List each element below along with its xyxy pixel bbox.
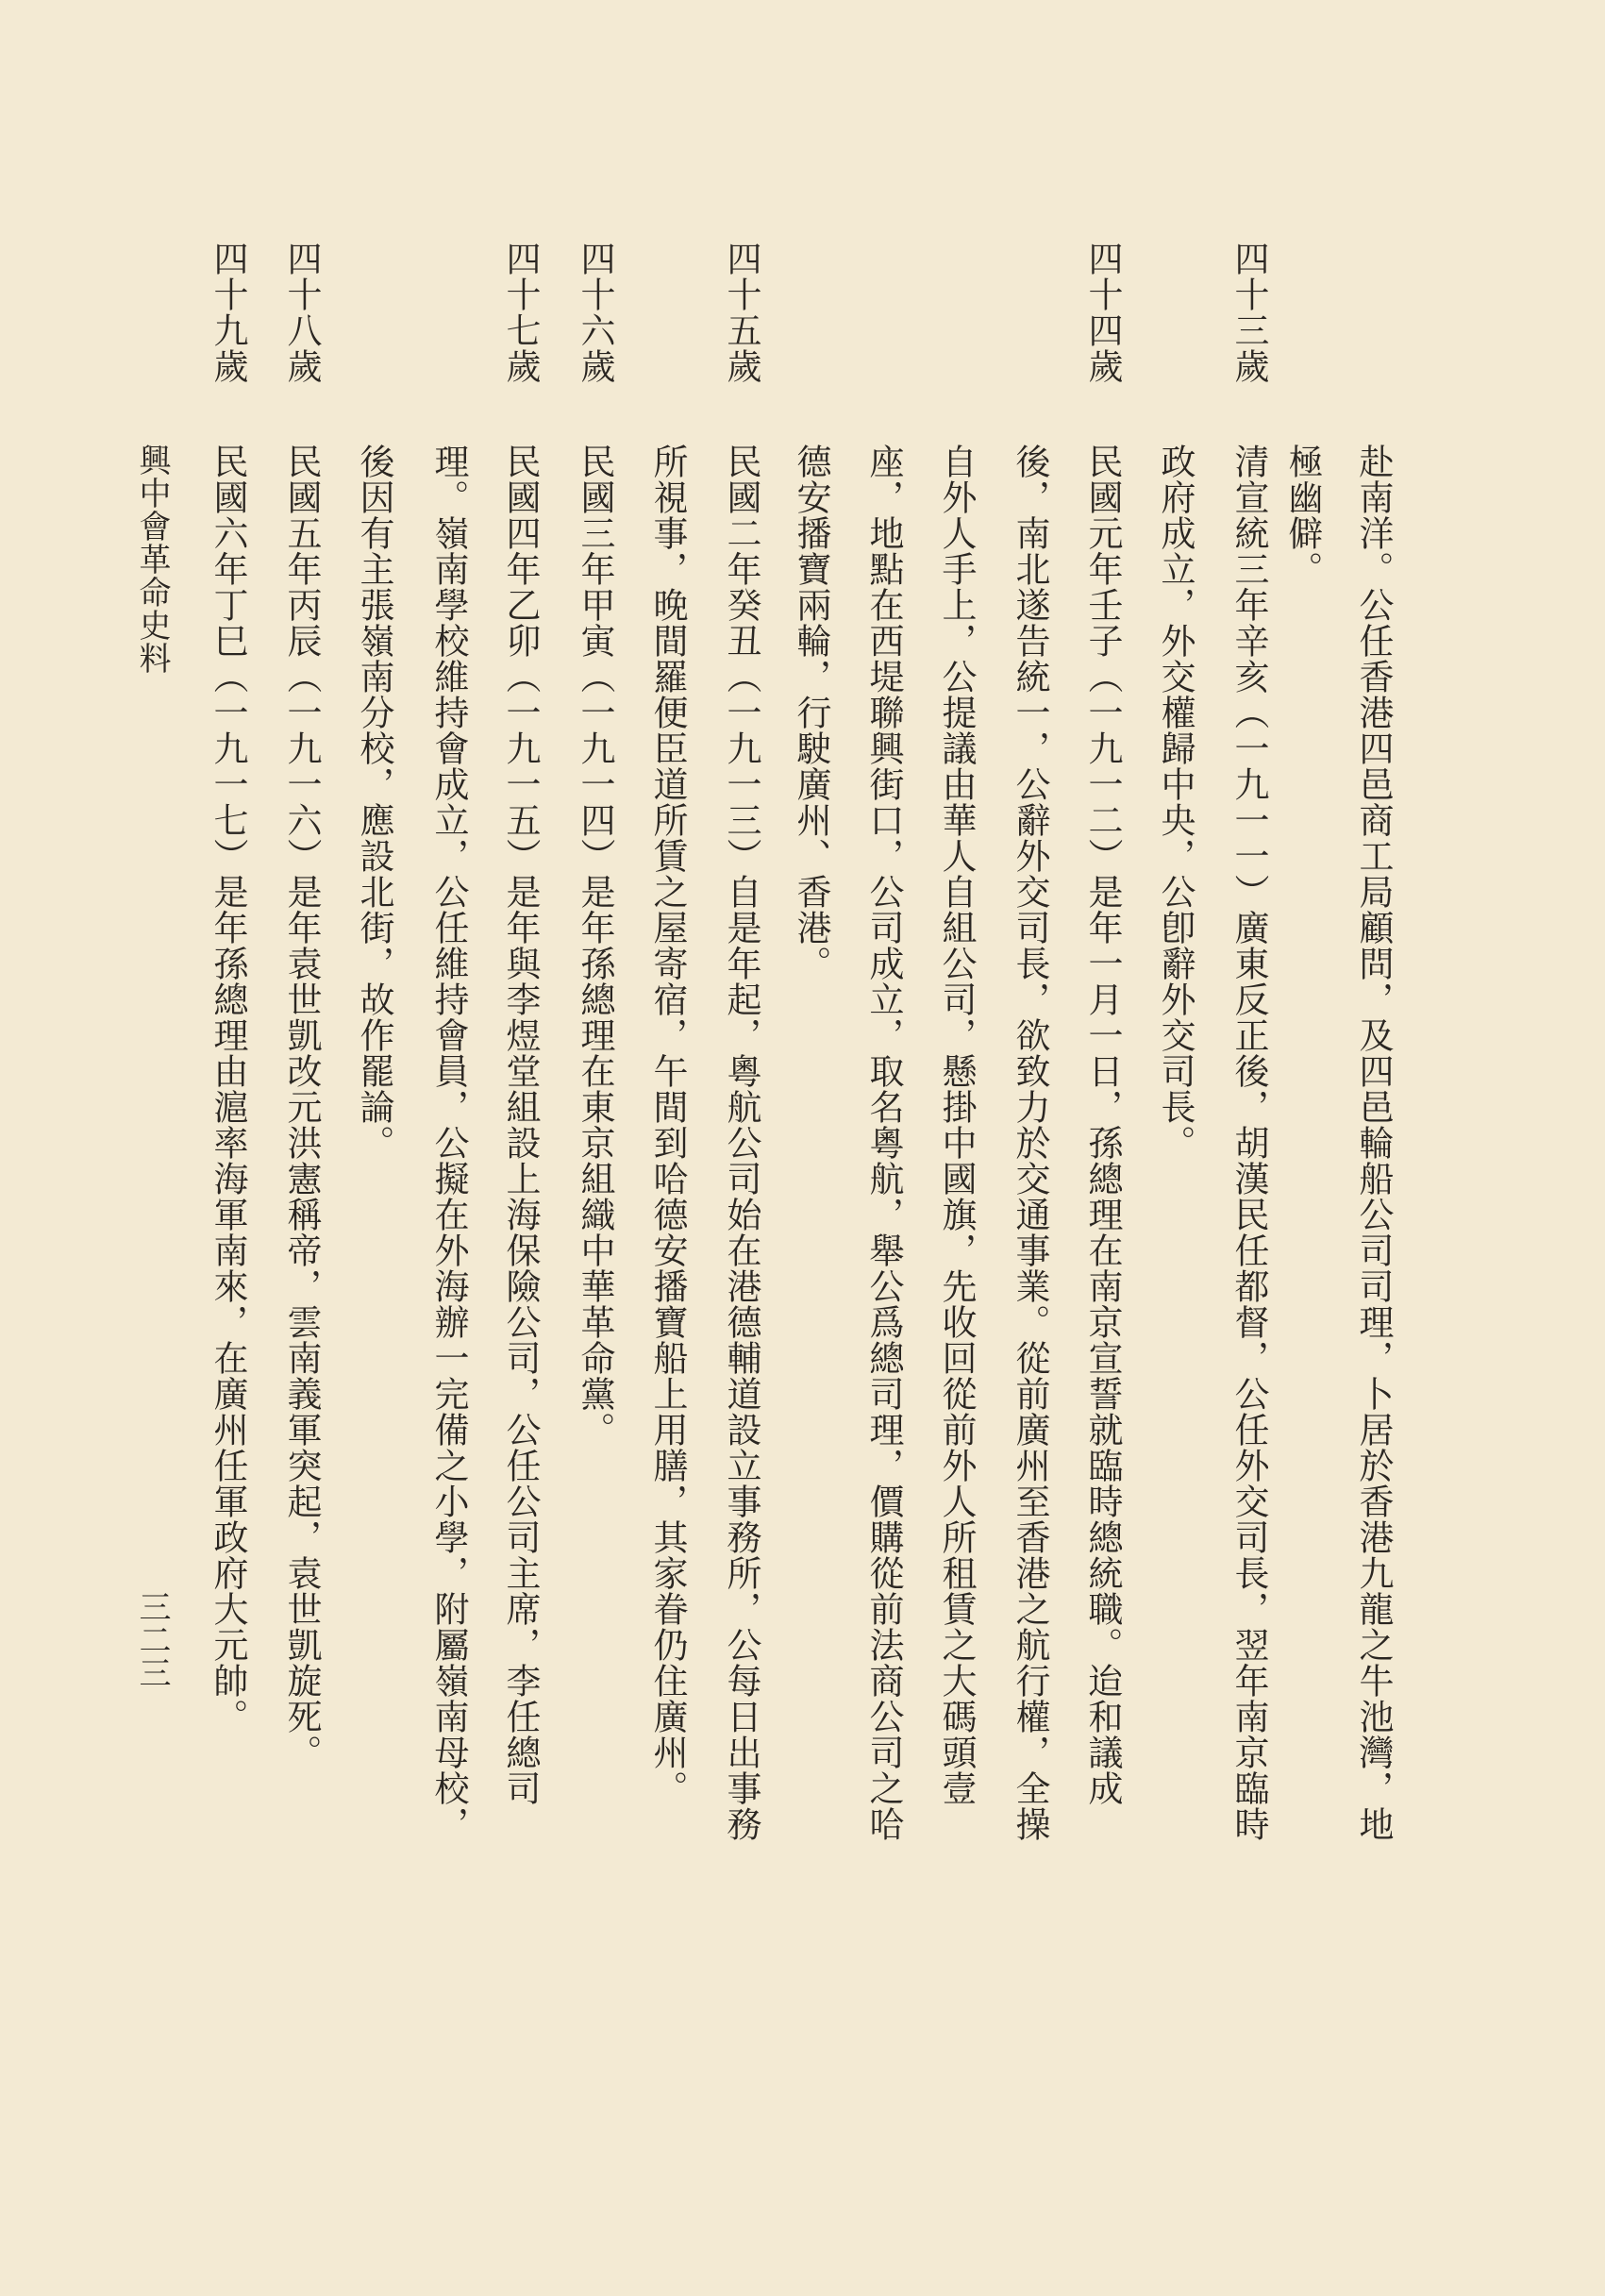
age-label: 四十五歲	[721, 241, 761, 384]
text-line: 德安播寶兩輪，行駛廣州、香港。	[791, 444, 831, 981]
age-label: 四十九歲	[208, 241, 248, 384]
text-line: 理。嶺南學校維持會成立，公任維持會員，公擬在外海辦一完備之小學，附屬嶺南母校，	[428, 444, 469, 1842]
text-line: 民國元年壬子（一九一二）是年一月一日，孫總理在南京宣誓就臨時總統職。迨和議成	[1082, 444, 1123, 1806]
text-line: 民國六年丁巳（一九一七）是年孫總理由滬率海軍南來，在廣州任軍政府大元帥。	[208, 444, 248, 1735]
text-line: 民國五年丙辰（一九一六）是年袁世凱改元洪憲稱帝，雲南義軍突起，袁世凱旋死。	[281, 444, 322, 1770]
age-label: 四十六歲	[575, 241, 615, 384]
age-label: 四十七歲	[500, 241, 541, 384]
age-label: 四十三歲	[1229, 241, 1269, 384]
text-line: 民國二年癸丑（一九一三）自是年起，粵航公司始在港德輔道設立事務所，公每日出事務	[721, 444, 761, 1842]
book-title: 興中會革命史料	[133, 444, 171, 675]
text-line: 民國三年甲寅（一九一四）是年孫總理在東京組織中華革命黨。	[575, 444, 615, 1448]
text-line: 赴南洋。公任香港四邑商工局顧問，及四邑輪船公司司理，卜居於香港九龍之牛池灣，地	[1353, 444, 1394, 1842]
age-label: 四十四歲	[1082, 241, 1123, 384]
text-line: 所視事，晚間羅便臣道所賃之屋寄宿，午間到哈德安播寶船上用膳，其家眷仍住廣州。	[647, 444, 688, 1806]
text-line: 座，地點在西堤聯興街口，公司成立，取名粵航，舉公爲總司理，價購從前法商公司之哈	[863, 444, 904, 1842]
text-line: 自外人手上，公提議由華人自組公司，懸掛中國旗，先收回從前外人所租賃之大碼頭壹	[936, 444, 977, 1806]
text-line: 民國四年乙卯（一九一五）是年與李煜堂組設上海保險公司，公任公司主席，李任總司	[500, 444, 541, 1806]
text-line: 政府成立，外交權歸中央，公卽辭外交司長。	[1155, 444, 1195, 1161]
text-line: 後因有主張嶺南分校，應設北街，故作罷論。	[354, 444, 394, 1161]
age-label: 四十八歲	[281, 241, 322, 384]
text-line: 後，南北遂告統一，公辭外交司長，欲致力於交通事業。從前廣州至香港之航行權，全操	[1010, 444, 1050, 1842]
text-line: 清宣統三年辛亥（一九一一）廣東反正後，胡漢民任都督，公任外交司長，翌年南京臨時	[1229, 444, 1269, 1842]
text-line: 極幽僻。	[1282, 444, 1323, 587]
page-number: 三二三	[133, 1590, 171, 1689]
